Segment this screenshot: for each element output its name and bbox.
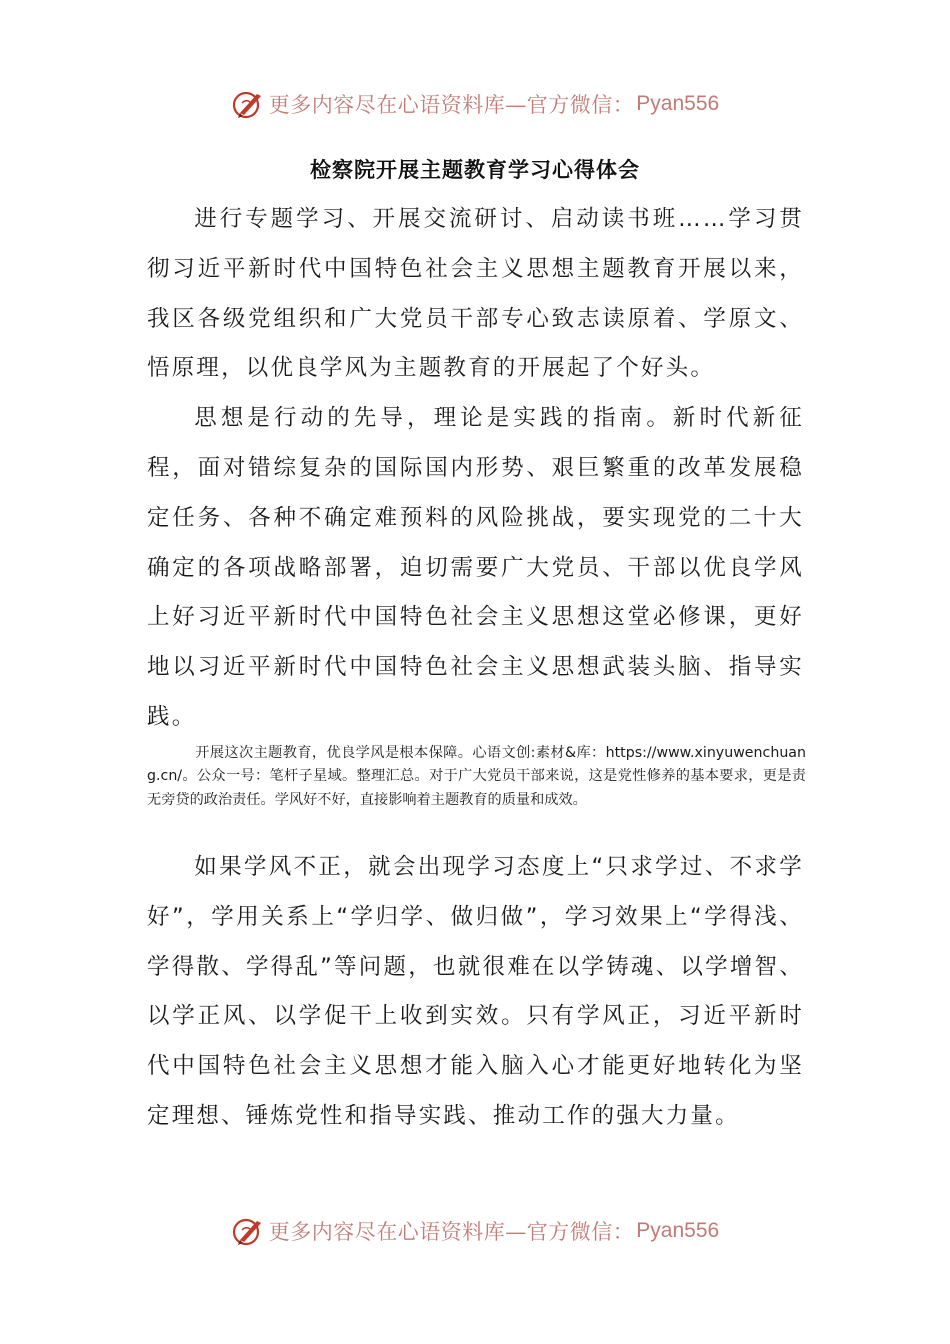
pen-logo-icon — [231, 1214, 265, 1248]
header-banner — [0, 84, 950, 124]
body-section-2 — [147, 843, 804, 1142]
footer-banner — [0, 1211, 950, 1251]
paragraph-2: 思想是行动的先导，理论是实践的指南。新时代新征程，面对错综复杂的国际国内形势、艰巨繁重的改革发展稳定任务、各种不确定难预料的风险挑战，要实现党的二十大确定的各项战略部署，迫切需要广大党员、干部以优良学风上好习近平新时代中国特色社会主义思想这堂必修课，更好地以习近平新时代中国特色社会主义思想武装头脑、指导实践。 — [147, 405, 804, 730]
body-section-1 — [147, 195, 804, 743]
banner-text: 更多内容尽在心语资料库—官方微信： — [268, 93, 635, 117]
paragraph-small: 开展这次主题教育，优良学风是根本保障。心语文创:素材&库：https://www.xinyuwenchuang.cn/。公众一号：笔杆子星域。整理汇总。对于广大党员干部来说，这是党性修养的基本要求，更是责无旁贷的政治责任。学风好不好，直接影响着主题教育的质量和成效。 — [147, 745, 806, 808]
pen-logo-icon — [231, 87, 265, 121]
banner-text: 更多内容尽在心语资料库—官方微信： — [268, 1220, 635, 1244]
wechat-id: Pyan556 — [636, 1219, 720, 1242]
wechat-id: Pyan556 — [636, 92, 720, 115]
paragraph-1: 进行专题学习、开展交流研讨、启动读书班……学习贯彻习近平新时代中国特色社会主义思想主题教育开展以来，我区各级党组织和广大党员干部专心致志读原着、学原文、悟原理，以优良学风为主题教育的开展起了个好头。 — [147, 206, 804, 382]
document-title: 检察院开展主题教育学习心得体会 — [310, 158, 640, 182]
paragraph-3: 如果学风不正，就会出现学习态度上“只求学过、不求学好”，学用关系上“学归学、做归做”，学习效果上“学得浅、学得散、学得乱”等问题，也就很难在以学铸魂、以学增智、以学正风、以学促干上收到实效。只有学风正，习近平新时代中国特色社会主义思想才能入脑入心才能更好地转化为坚定理想、锤炼党性和指导实践、推动工作的强大力量。 — [147, 854, 804, 1129]
